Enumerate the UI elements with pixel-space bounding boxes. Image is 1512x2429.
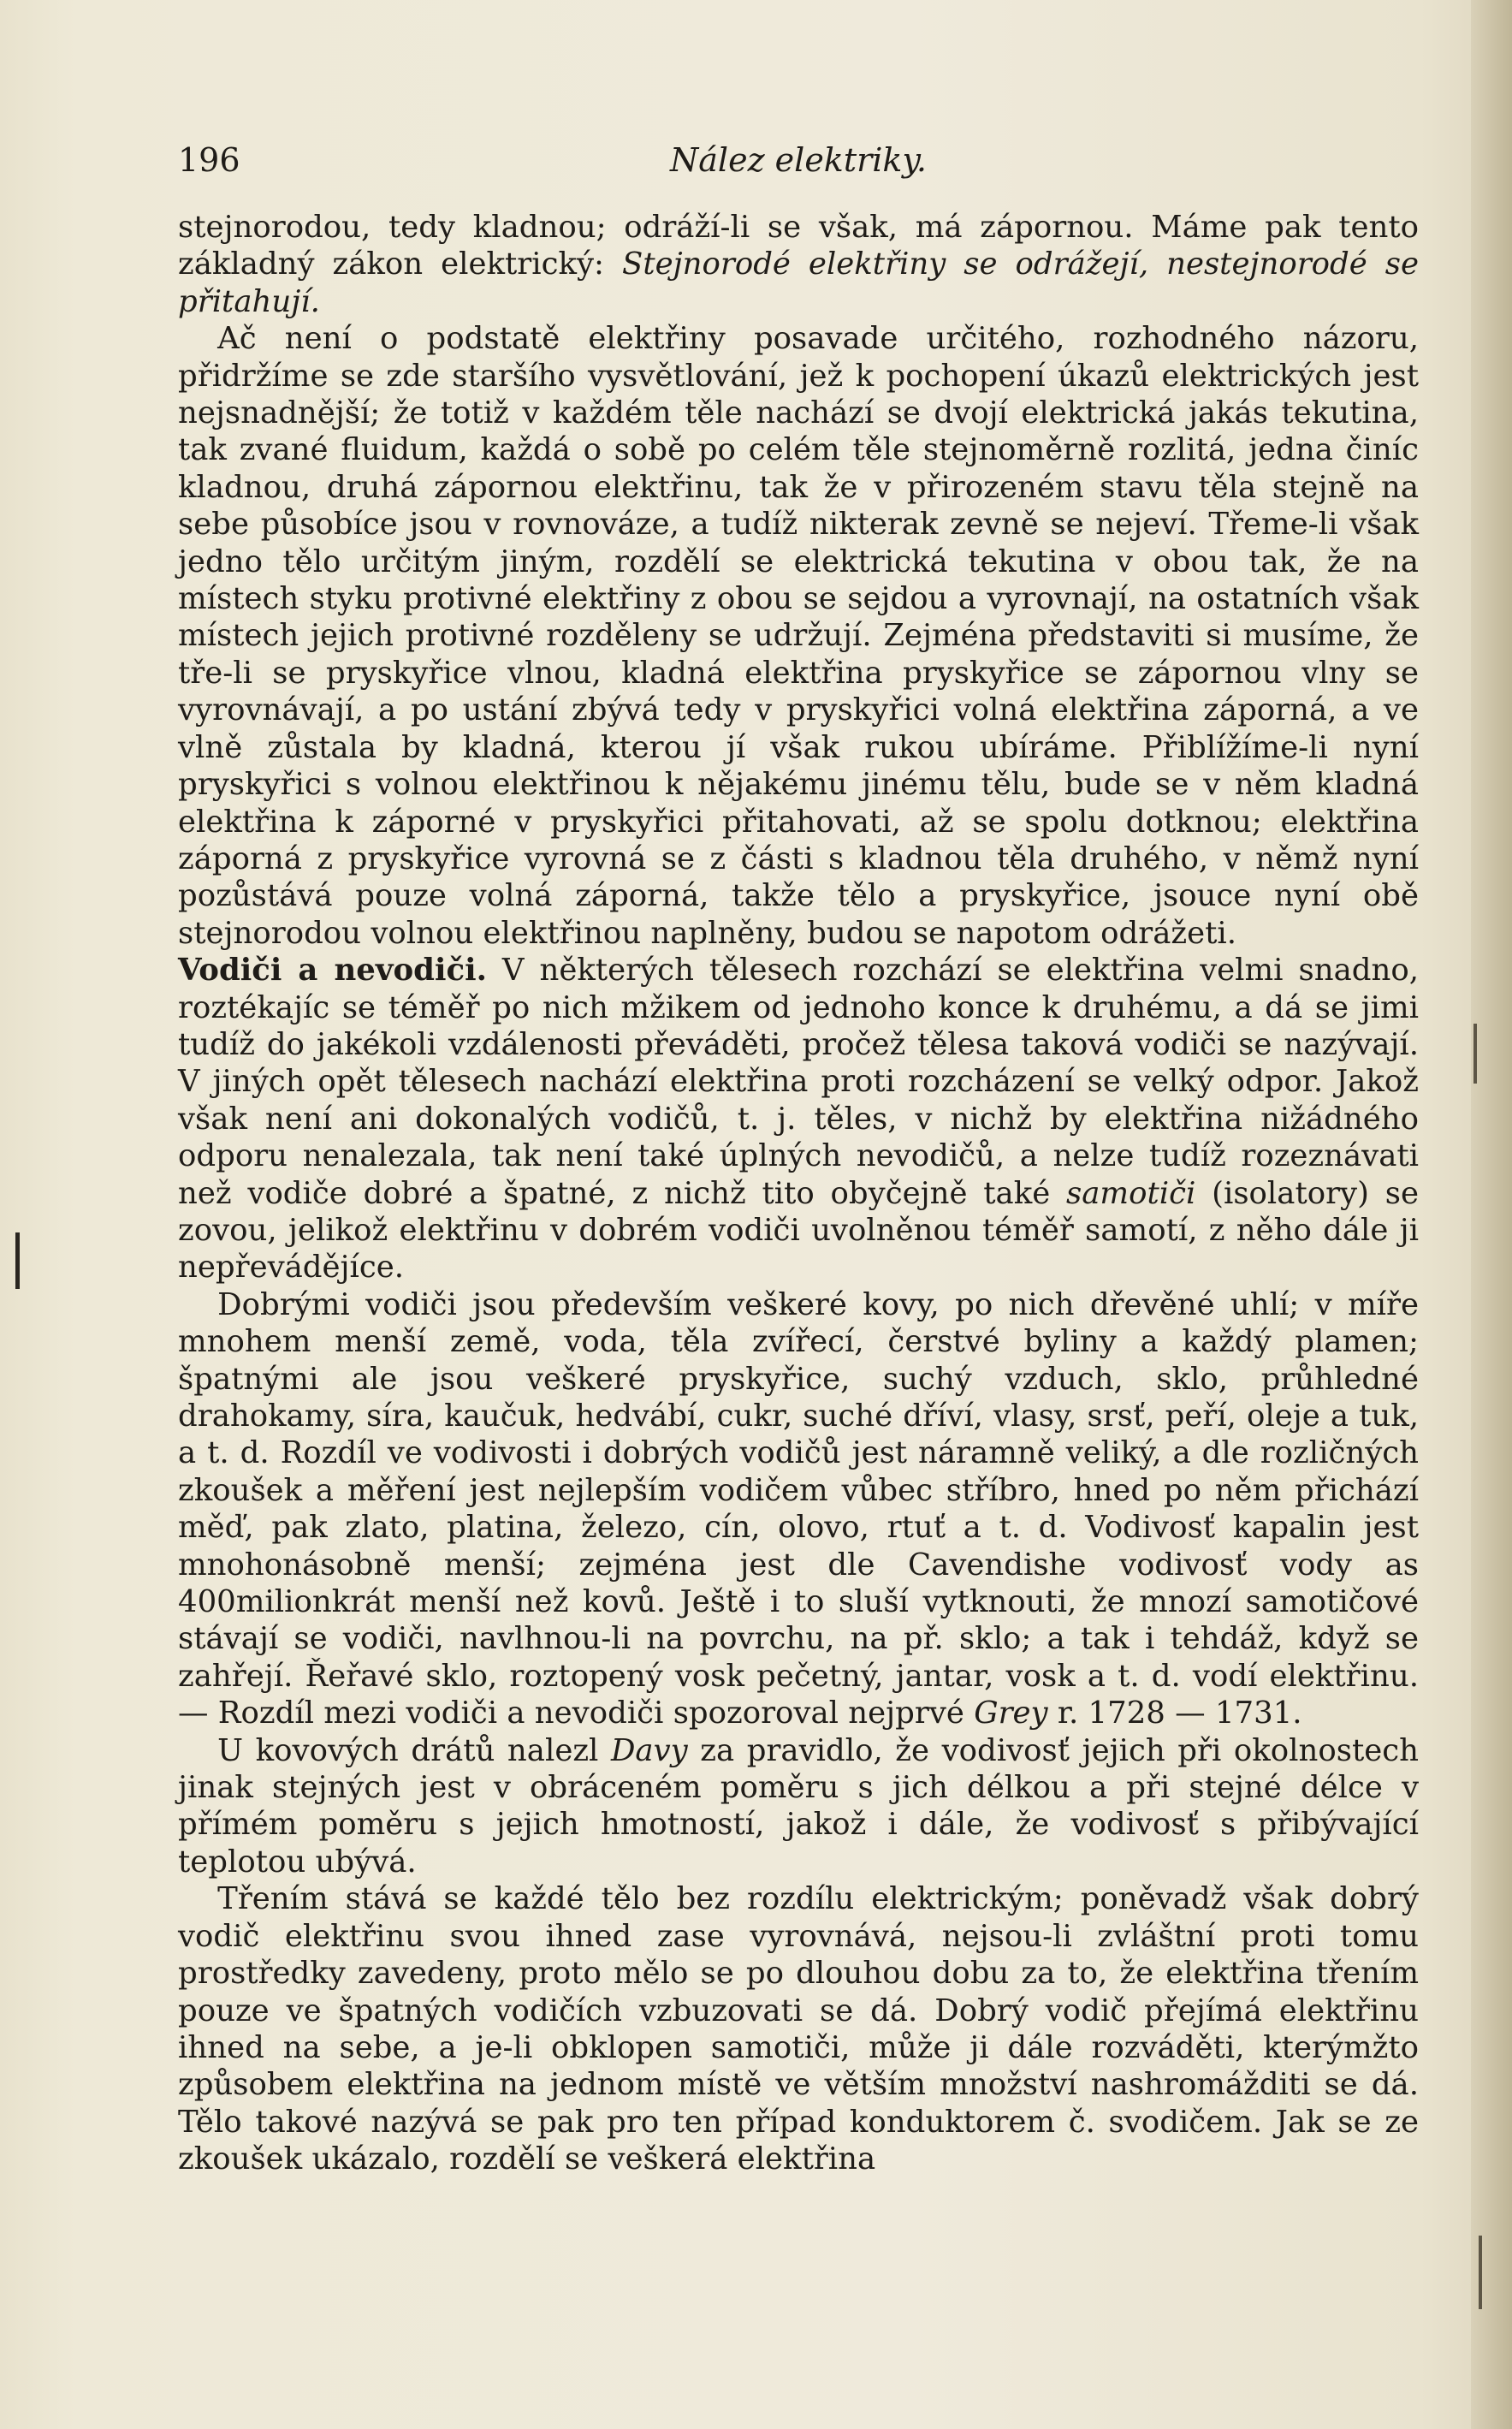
italic-text: Stejnorodé elektřiny se odrážejí, nestejnorodé se přitahují. (178, 246, 1419, 319)
paragraph (178, 209, 1419, 320)
paragraph (178, 1880, 1419, 2177)
paragraph (178, 1732, 1419, 1881)
italic-text: Davy (610, 1732, 688, 1768)
text-run: Dobrými vodiči jsou především veškeré kovy, po nich dřevěné uhlí; v míře mnohem menší země, voda, těla zvířecí, čerstvé byliny a každý plamen; špatnými ale jsou veškeré pryskyřice, suchý vzduch, sklo, průhledné drahokamy, síra, kaučuk, hedvábí, cukr, suché dříví, vlasy, srsť, peří, oleje a tuk, a t. d. Rozdíl ve vodivosti i dobrých vodičů jest náramně veliký, a dle rozličných zkoušek a měření jest nejlepším vodičem vůbec stříbro, hned po něm přichází měď, pak zlato, platina, železo, cín, olovo, rtuť a t. d. Vodivosť kapalin jest mnohonásobně menší; zejména jest dle Cavendishe vodivosť vody as 400milionkrát menší než kovů. Ještě i to sluší vytknouti, že mnozí samotičové stávají se vodiči, navlhnou-li na povrchu, na př. sklo; a tak i tehdáž, když se zahřejí. Řeřavé sklo, roztopený vosk pečetný, jantar, vosk a t. d. vodí elektřinu. — Rozdíl mezi vodiči a nevodiči spozoroval nejprvé (178, 1286, 1419, 1731)
text-run: za pravidlo, že vodivosť jejich při okolnostech jinak stejných jest v obráceném poměru s jich délkou a při stejné délce v přímém poměru s jejich hmotností, jakož i dále, že vodivosť s přibývající teplotou ubývá. (178, 1732, 1419, 1880)
body-text (178, 209, 1419, 2178)
italic-text: Grey (974, 1696, 1048, 1731)
margin-mark (15, 1232, 20, 1289)
margin-mark (1479, 2236, 1482, 2309)
paragraph (178, 1286, 1419, 1732)
page-number: 196 (178, 141, 240, 179)
margin-mark (1473, 1024, 1477, 1084)
text-run: U kovových drátů nalezl (217, 1732, 611, 1768)
paragraph (178, 320, 1419, 952)
text-run: Třením stává se každé tělo bez rozdílu elektrickým; poněvadž však dobrý vodič elektřinu svou ihned zase vyrovnává, nejsou-li zvláštní proti tomu prostředky zavedeny, proto mělo se po dlouhou dobu za to, že elektřina třením pouze ve špatných vodičích vzbuzovati se dá. Dobrý vodič přejímá elektřinu ihned na sebe, a je-li obklopen samotiči, může ji dále rozváděti, kterýmžto způsobem elektřina na jednom místě ve větším množství nashromážditi se dá. Tělo takové nazývá se pak pro ten případ konduktorem č. svodičem. Jak se ze zkoušek ukázalo, rozdělí se veškerá elektřina (178, 1881, 1419, 2177)
running-head (178, 137, 1419, 183)
text-run: stejnorodou, tedy kladnou; odráží-li se však, má zápornou. Máme pak tento základný zákon elektrický: (178, 210, 1419, 282)
text-run: r. 1728 — 1731. (1047, 1696, 1302, 1731)
text-run: Ač není o podstatě elektřiny posavade určitého, rozhodného názoru, přidržíme se zde staršího vysvětlování, jež k pochopení úkazů elektrických jest nejsnadnější; že totiž v každém těle nachází se dvojí elektrická jakás tekutina, tak zvané fluidum, každá o sobě po celém těle stejnoměrně rozlitá, jedna činíc kladnou, druhá zápornou elektřinu, tak že v přirozeném stavu těla stejně na sebe působíce jsou v rovnováze, a tudíž nikterak zevně se nejeví. Třeme-li však jedno tělo určitým jiným, rozdělí se elektrická tekutina v obou tak, že na místech styku protivné elektřiny z obou se sejdou a vyrovnají, na ostatních však místech jejich protivné rozděleny se udržují. Zejména představiti si musíme, že tře-li se pryskyřice vlnou, kladná elektřina pryskyřice se zápornou vlny se vyrovnávají, a po ustání zbývá tedy v pryskyřici volná elektřina záporná, a ve vlně zůstala by kladná, kterou jí však rukou ubíráme. Přiblížíme-li nyní pryskyřici s volnou elektřinou k nějakému jinému tělu, bude se v něm kladná elektřina k záporné v pryskyřici přitahovati, až se spolu dotknou; elektřina záporná z pryskyřice vyrovná se z části s kladnou těla druhého, v němž nyní pozůstává pouze volná záporná, takže tělo a pryskyřice, jsouce nyní obě stejnorodou volnou elektřinou naplněny, budou se napotom odrážeti. (178, 321, 1419, 951)
text-run: V některých tělesech rozchází se elektřina velmi snadno, roztékajíc se téměř po nich mžikem od jednoho konce k druhému, a dá se jimi tudíž do jakékoli vzdálenosti převáděti, pročež tělesa taková vodiči se nazývají. V jiných opět tělesech nachází elektřina proti rozcházení se velký odpor. Jakož však není ani dokonalých vodičů, t. j. těles, v nichž by elektřina nižádného odporu nenalezala, tak není také úplných nevodičů, a nelze tudíž rozeznávati než vodiče dobré a špatné, z nichž tito obyčejně také (178, 953, 1419, 1211)
page-edge (1471, 0, 1512, 2429)
paragraph (178, 952, 1419, 1286)
running-title: Nález elektriky. (670, 141, 927, 179)
italic-text: samotiči (1066, 1175, 1196, 1211)
section-heading: Vodiči a nevodiči. (178, 953, 487, 989)
text-run: (isolatory) se zovou, jelikož elektřinu v dobrém vodiči uvolněnou téměř samotí, z něho dále ji nepřevádějíce. (178, 1175, 1419, 1286)
